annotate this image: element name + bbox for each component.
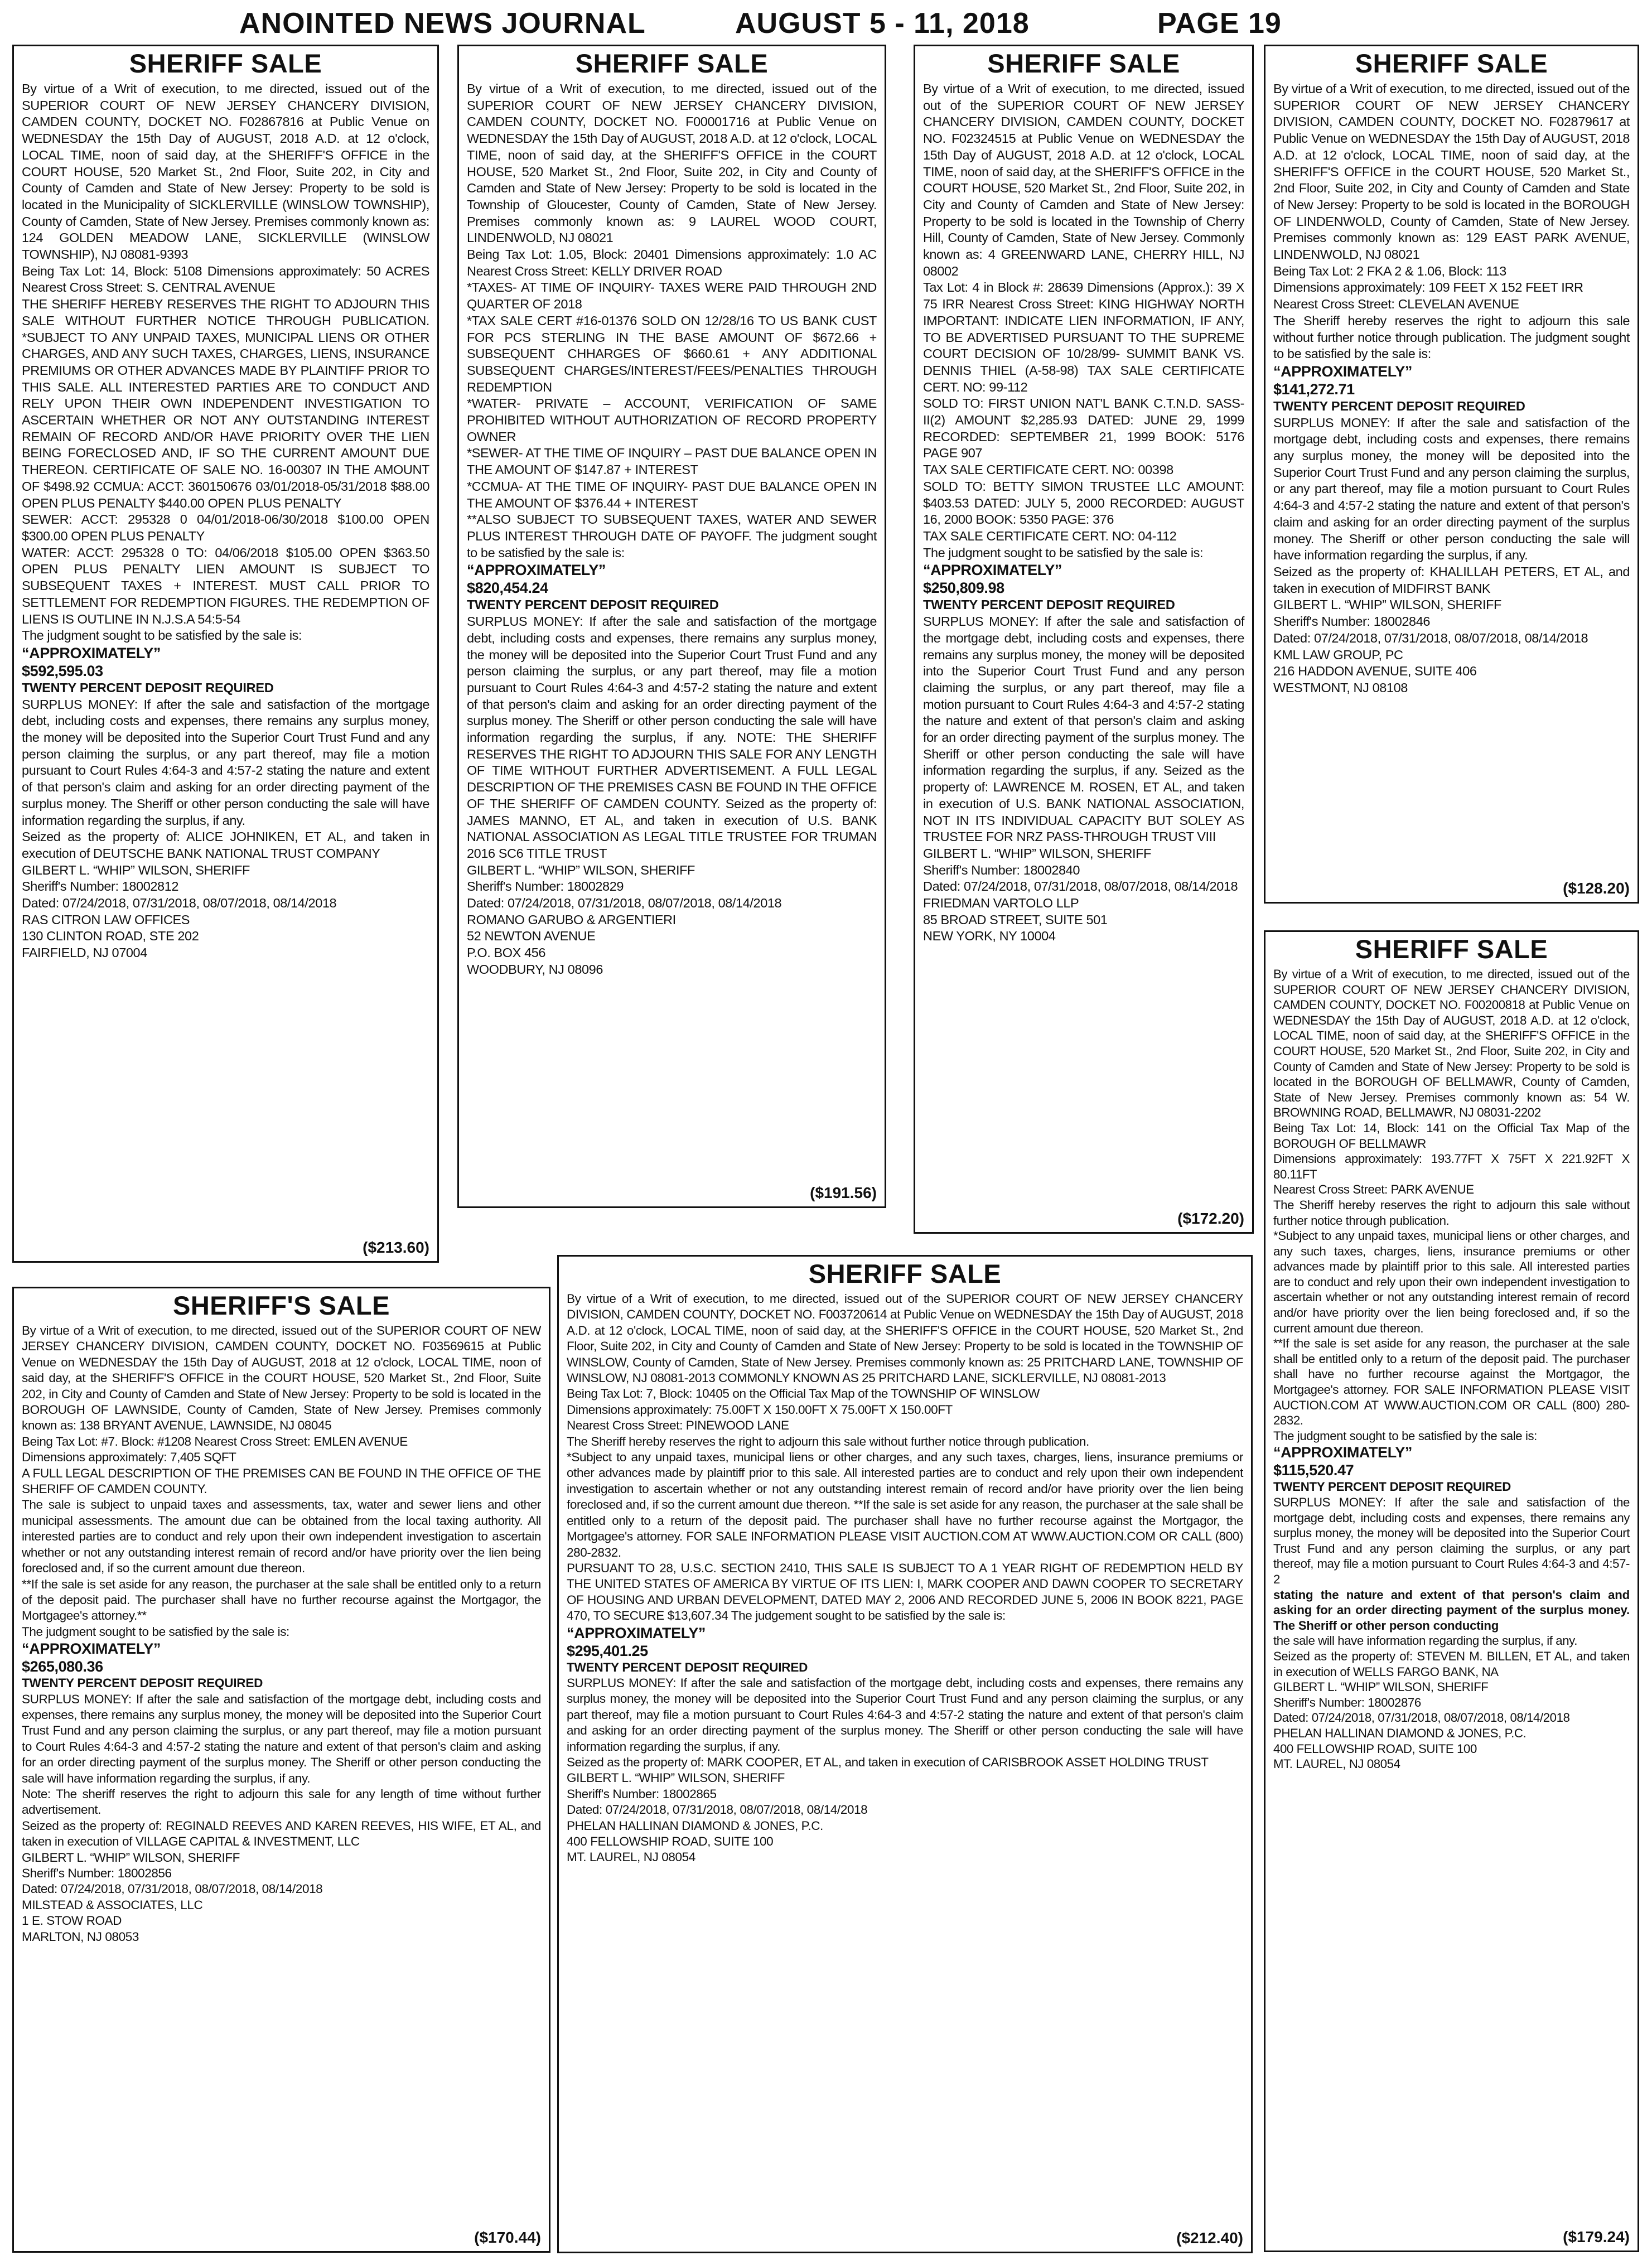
notice-paragraph: **ALSO SUBJECT TO SUBSEQUENT TAXES, WATER AND SEWER PLUS INTEREST THROUGH DATE OF PAYOFF. The judgment sought to be satisfied by the sale is: (467, 512, 877, 560)
notice-paragraph: FRIEDMAN VARTOLO LLP (923, 896, 1079, 911)
deposit-required: TWENTY PERCENT DEPOSIT REQUIRED (1273, 398, 1525, 413)
notice-paragraph: GILBERT L. “WHIP” WILSON, SHERIFF (1273, 597, 1501, 612)
judgment-amount: $820,454.24 (467, 579, 548, 597)
notice-paragraph: FAIRFIELD, NJ 07004 (22, 945, 147, 960)
notice-price: ($172.20) (1177, 1210, 1244, 1227)
notice-paragraph: By virtue of a Writ of execution, to me directed, issued out of the SUPERIOR COURT OF NEW JERSEY CHANCERY DIVISION, CAMDEN COUNTY, DOCKET NO. F00001716 at Public Venue on WEDNESDAY the 15th Day of AUGUST, 2018 A.D. at 12 o'clock, LOCAL TIME, noon of said day, at the SHERIFF'S OFFICE in the COURT HOUSE, 520 Market St., 2nd Floor, Suite 202, in City and County of Camden and State of New Jersey: Property to be sold is located in the Township of Gloucester, County of Camden, State of New Jersey. Premises commonly known as: 9 LAUREL WOOD COURT, LINDENWOLD, NJ 08021 (467, 81, 877, 245)
notice-paragraph: KML LAW GROUP, PC (1273, 647, 1403, 662)
notice-paragraph: Seized as the property of: REGINALD REEVES AND KAREN REEVES, HIS WIFE, ET AL, and taken in execution of VILLAGE CAPITAL & INVESTMENT, LLC (22, 1818, 541, 1849)
sheriff-sale-notice-1 (12, 45, 439, 1263)
notice-paragraph: SURPLUS MONEY: If after the sale and satisfaction of the mortgage debt, including costs and expenses, there remains any surplus money, the money will be deposited into the Superior Court Trust Fund and any person claiming the surplus, or any part thereof, may file a motion pursuant to Court Rules 4:64-3 and 4:57-2 stating the nature and extent of that person's claim and asking for an order directing payment of the surplus money. The Sheriff or other person conducting the sale will have information regarding the surplus, if any. (22, 697, 429, 828)
deposit-required: TWENTY PERCENT DEPOSIT REQUIRED (22, 1676, 263, 1691)
judgment-amount: $592,595.03 (22, 662, 103, 679)
notice-paragraph: Dimensions approximately: 193.77FT X 75FT X 221.92FT X 80.11FT (1273, 1152, 1630, 1181)
notice-paragraph: GILBERT L. “WHIP” WILSON, SHERIFF (1273, 1680, 1489, 1694)
notice-paragraph: Dated: 07/24/2018, 07/31/2018, 08/07/2018, 08/14/2018 (467, 896, 782, 911)
notice-paragraph: PHELAN HALLINAN DIAMOND & JONES, P.C. (1273, 1726, 1527, 1740)
notice-paragraph: Sheriff's Number: 18002840 (923, 862, 1080, 877)
notice-paragraph: Dimensions approximately: 109 FEET X 152 FEET IRR (1273, 280, 1583, 295)
notice-paragraph: Seized as the property of: ALICE JOHNIKEN, ET AL, and taken in execution of DEUTSCHE BANK NATIONAL TRUST COMPANY (22, 829, 429, 861)
notice-paragraph: By virtue of a Writ of execution, to me directed, issued out of the SUPERIOR COURT OF NEW JERSEY CHANCERY DIVISION, CAMDEN COUNTY, DOCKET NO. F003720614 at Public Venue on WEDNESDAY the 15th Day of AUGUST, 2018 A.D. at 12 o'clock, LOCAL TIME, noon of said day, at the SHERIFF'S OFFICE in the COURT HOUSE, 520 Market St., 2nd Floor, Suite 202, in City and County of Camden and State of New Jersey: Property to be sold is located in the TOWNSHIP OF WINSLOW, County of Camden, State of New Jersey. Premises commonly known as: 25 PRITCHARD LANE, TOWNSHIP OF WINSLOW, NJ 08081-2013 COMMONLY KNOWN AS 25 PRITCHARD LANE, SICKLERVILLE, NJ 08081-2013 (567, 1292, 1243, 1385)
notice-paragraph: The judgment sought to be satisfied by the sale is: (923, 545, 1204, 560)
notice-paragraph: The Sheriff hereby reserves the right to adjourn this sale without further notice through publication. The judgment sought to be satisfied by the sale is: (1273, 313, 1630, 361)
notice-paragraph: GILBERT L. “WHIP” WILSON, SHERIFF (22, 1850, 240, 1865)
notice-paragraph: Being Tax Lot: 1.05, Block: 20401 Dimensions approximately: 1.0 AC Nearest Cross Street: KELLY DRIVER ROAD (467, 247, 877, 278)
notice-paragraph: **If the sale is set aside for any reason, the purchaser at the sale shall be entitled only to a return of the deposit paid. The purchaser shall have no further recourse against the Mortgagor, the Mortgagee's attorney. FOR SALE INFORMATION PLEASE VISIT AUCTION.COM AT WWW.AUCTION.COM OR CALL (800) 280-2832. (1273, 1336, 1630, 1428)
notice-paragraph: RAS CITRON LAW OFFICES (22, 912, 190, 927)
notice-paragraph: *Subject to any unpaid taxes, municipal liens or other charges, and any such taxes, charges, liens, insurance premiums or other advances made by plaintiff prior to this sale. All interested parties are to conduct and rely upon their own independent investigation to ascertain whether or not any outstanding interest remain of record and/or have priority over the lien being foreclosed and, if so the current amount due thereon. (1273, 1229, 1630, 1335)
notice-paragraph: Dated: 07/24/2018, 07/31/2018, 08/07/2018, 08/14/2018 (923, 879, 1238, 894)
notice-paragraph: Tax Lot: 4 in Block #: 28639 Dimensions (Approx.): 39 X 75 IRR Nearest Cross Street: KING HIGHWAY NORTH IMPORTANT: INDICATE LIEN INFORMATION, IF ANY, TO BE ADVERTISED PURSUANT TO THE SUPREME COURT DECISION OF 10/28/99- SUMMIT BANK VS. DENNIS THIEL (A-58-98) TAX SALE CERTIFICATE CERT. NO: 99-112 (923, 280, 1244, 394)
notice-title: SHERIFF SALE (1355, 934, 1548, 964)
notice-paragraph: SEWER: ACCT: 295328 0 04/01/2018-06/30/2018 $100.00 OPEN $300.00 OPEN PLUS PENALTY (22, 512, 429, 543)
publication-name: ANOINTED NEWS JOURNAL (239, 7, 646, 40)
notice-paragraph: *SEWER- AT THE TIME OF INQUIRY – PAST DUE BALANCE OPEN IN THE AMOUNT OF $147.87 + INTEREST (467, 446, 877, 477)
notice-paragraph: Seized as the property of: MARK COOPER, ET AL, and taken in execution of CARISBROOK ASSET HOLDING TRUST (567, 1755, 1209, 1769)
approximately-label: “APPROXIMATELY” (923, 562, 1062, 579)
notice-paragraph: Being Tax Lot: 7, Block: 10405 on the Official Tax Map of the TOWNSHIP OF WINSLOW (567, 1387, 1040, 1401)
notice-paragraph: Seized as the property of: KHALILLAH PETERS, ET AL, and taken in execution of MIDFIRST BANK (1273, 564, 1630, 596)
sheriff-sale-notice-4 (1264, 45, 1639, 904)
notice-paragraph: THE SHERIFF HEREBY RESERVES THE RIGHT TO ADJOURN THIS SALE WITHOUT FURTHER NOTICE THROUGH PUBLICATION. *SUBJECT TO ANY UNPAID TAXES, MUNICIPAL LIENS OR OTHER CHARGES, AND ANY SUCH TAXES, CHARGES, LIENS, INSURANCE PREMIUMS OR OTHER ADVANCES MADE BY PLAINTIFF PRIOR TO THIS SALE. ALL INTERESTED PARTIES ARE TO CONDUCT AND RELY UPON THEIR OWN INDEPENDENT INVESTIGATION TO ASCERTAIN WHETHER OR NOT ANY OUTSTANDING INTEREST REMAIN OF RECORD AND/OR HAVE PRIORITY OVER THE LIEN BEING FORECLOSED AND, IF SO THE CURRENT AMOUNT DUE THEREON. CERTIFICATE OF SALE NO. 16-00307 IN THE AMOUNT OF $498.92 CCMUA: ACCT: 360150676 03/01/2018-05/31/2018 $88.00 OPEN PLUS PENALTY $440.00 OPEN PLUS PENALTY (22, 297, 429, 510)
notice-price: ($179.24) (1563, 2228, 1630, 2245)
notice-paragraph: 85 BROAD STREET, SUITE 501 (923, 912, 1108, 927)
notice-paragraph: PHELAN HALLINAN DIAMOND & JONES, P.C. (567, 1818, 823, 1833)
notice-paragraph: *Subject to any unpaid taxes, municipal liens or other charges, and any such taxes, charges, liens, insurance premiums or other advances made by plaintiff prior to this sale. All interested parties are to conduct and rely upon their own independent investigation to ascertain whether or not any outstanding interest remain of record and/or have priority over the lien being foreclosed and, if so the current amount due thereon. **If the sale is set aside for any reason, the purchaser at the sale shall be entitled only to a return of the deposit paid. The purchaser shall have no further recourse against the Mortgagor, the Mortgagee's attorney. FOR SALE INFORMATION PLEASE VISIT AUCTION.COM AT WWW.AUCTION.COM OR CALL (800) 280-2832. (567, 1450, 1243, 1559)
approximately-label: “APPROXIMATELY” (22, 644, 161, 661)
notice-paragraph: By virtue of a Writ of execution, to me directed, issued out of the SUPERIOR COURT OF NEW JERSEY CHANCERY DIVISION, CAMDEN COUNTY, DOCKET NO. F02324515 at Public Venue on WEDNESDAY the 15th Day of AUGUST, 2018 A.D. at 12 o'clock, LOCAL TIME, noon of said day, at the SHERIFF'S OFFICE in the COURT HOUSE, 520 Market St., 2nd Floor, Suite 202, in City and County of Camden and State of New Jersey: Property to be sold is located in the Township of Cherry Hill, County of Camden, State of New Jersey. Commonly known as: 4 GREENWARD LANE, CHERRY HILL, NJ 08002 (923, 81, 1244, 278)
approximately-label: “APPROXIMATELY” (467, 562, 606, 579)
notice-paragraph: *TAXES- AT TIME OF INQUIRY- TAXES WERE PAID THROUGH 2ND QUARTER OF 2018 (467, 280, 877, 312)
notice-paragraph: SURPLUS MONEY: If after the sale and satisfaction of the mortgage debt, including costs and expenses, there remains any surplus money, the money will be deposited into the Superior Court Trust Fund and any person claiming the surplus, or any part thereof, may file a motion pursuant to Court Rules 4:64-3 and 4:57-2 stating the nature and extent of that person's claim and asking for an order directing payment of the surplus money. The Sheriff or other person conducting the sale will have information regarding the surplus, if any. Seized as the property of: LAWRENCE M. ROSEN, ET AL, and taken in execution of U.S. BANK NATIONAL ASSOCIATION, NOT IN ITS INDIVIDUAL CAPACITY BUT SOLEY AS TRUSTEE FOR NRZ PASS-THROUGH TRUST VIII (923, 614, 1244, 844)
notice-paragraph: NEW YORK, NY 10004 (923, 929, 1056, 944)
notice-paragraph: PURSUANT TO 28, U.S.C. SECTION 2410, THIS SALE IS SUBJECT TO A 1 YEAR RIGHT OF REDEMPTION HELD BY THE UNITED STATES OF AMERICA BY VIRTUE OF ITS LIEN: I, MARK COOPER AND DAWN COOPER TO SECRETARY OF HOUSING AND URBAN DEVELOPMENT, DATED MAY 2, 2006 AND RECORDED JUNE 5, 2006 IN BOOK 8221, PAGE 470, TO SECURE $13,607.34 The judgement sought to be satisfied by the sale is: (567, 1561, 1243, 1623)
notice-paragraph: SURPLUS MONEY: If after the sale and satisfaction of the mortgage debt, including costs and expenses, there remains any surplus money, the money will be deposited into the Superior Court Trust Fund and any person claiming the surplus, or any part thereof, may file a motion pursuant to Court Rules 4:64-3 and 4:57-2 stating the nature and extent of that person's claim and asking for an order directing payment of the surplus money. The Sheriff or other person conducting the sale will have information regarding the surplus, if any. (567, 1675, 1243, 1754)
notice-paragraph: WESTMONT, NJ 08108 (1273, 680, 1408, 695)
notice-paragraph: MT. LAUREL, NJ 08054 (1273, 1757, 1400, 1771)
masthead (0, 7, 1652, 46)
notice-paragraph-bold: stating the nature and extent of that person's claim and asking for an order directing payment of the surplus money. The Sheriff or other person conducting (1273, 1587, 1630, 1633)
notice-paragraph: P.O. BOX 456 (467, 945, 546, 960)
issue-dates: AUGUST 5 - 11, 2018 (735, 7, 1030, 40)
sheriff-sale-notice-2 (457, 45, 886, 1208)
notice-paragraph: MT. LAUREL, NJ 08054 (567, 1850, 695, 1865)
notice-paragraph: The judgment sought to be satisfied by the sale is: (1273, 1428, 1537, 1443)
notice-paragraph: ROMANO GARUBO & ARGENTIERI (467, 912, 676, 927)
notice-paragraph: SURPLUS MONEY: If after the sale and satisfaction of the mortgage debt, including costs and expenses, there remains any surplus money, the money will be deposited into the Superior Court Trust Fund and any person claiming the surplus, or any part thereof, may file a motion pursuant to Court Rules 4:64-3 and 4:57-2 stating the nature and extent of that person's claim and asking for an order directing payment of the surplus money. The Sheriff or other person conducting the sale will have information regarding the surplus, if any. NOTE: THE SHERIFF RESERVES THE RIGHT TO ADJOURN THIS SALE FOR ANY LENGTH OF TIME WITHOUT FURTHER ADVERTISEMENT. A FULL LEGAL DESCRIPTION OF THE PREMISES CASN BE FOUND IN THE OFFICE OF THE SHERIFF OF CAMDEN COUNTY. Seized as the property of: JAMES MANNO, ET AL, and taken in execution of U.S. BANK NATIONAL ASSOCIATION AS LEGAL TITLE TRUSTEE FOR TRUMAN 2016 SC6 TITLE TRUST (467, 614, 877, 861)
notice-paragraph: **If the sale is set aside for any reason, the purchaser at the sale shall be entitled only to a return of the deposit paid. The purchaser shall have no further recourse against the Mortgagor, the Mortgagee's attorney.** (22, 1577, 541, 1623)
notice-paragraph: SURPLUS MONEY: If after the sale and satisfaction of the mortgage debt, including costs and expenses, there remains any surplus money, the money will be deposited into the Superior Court Trust Fund and any person claiming the surplus, or any part thereof, may file a motion pursuant to Court Rules 4:64-3 and 4:57-2 (1273, 1495, 1630, 1586)
notice-paragraph: SOLD TO: BETTY SIMON TRUSTEE LLC AMOUNT: $403.53 DATED: JULY 5, 2000 RECORDED: AUGUST 16, 2000 BOOK: 5350 PAGE: 376 (923, 479, 1244, 527)
notice-paragraph: *TAX SALE CERT #16-01376 SOLD ON 12/28/16 TO US BANK CUST FOR PCS STERLING IN THE BASE AMOUNT OF $672.66 + SUBSEQUENT CHHARGES OF $660.61 + ANY ADDITIONAL SUBSEQUENT CHARGES/INTEREST/FEES/PENALTIES THROUGH REDEMPTION (467, 313, 877, 394)
notice-paragraph: MARLTON, NJ 08053 (22, 1929, 139, 1944)
notice-paragraph: GILBERT L. “WHIP” WILSON, SHERIFF (467, 862, 695, 877)
notice-paragraph: Being Tax Lot: 14, Block: 141 on the Official Tax Map of the BOROUGH OF BELLMAWR (1273, 1121, 1630, 1151)
notice-paragraph: Dimensions approximately: 75.00FT X 150.00FT X 75.00FT X 150.00FT (567, 1402, 953, 1417)
notice-paragraph: Dimensions approximately: 7,405 SQFT (22, 1450, 236, 1465)
deposit-required: TWENTY PERCENT DEPOSIT REQUIRED (467, 597, 719, 612)
notice-paragraph: Nearest Cross Street: PARK AVENUE (1273, 1182, 1474, 1197)
notice-paragraph: By virtue of a Writ of execution, to me directed, issued out of the SUPERIOR COURT OF NEW JERSEY CHANCERY DIVISION, CAMDEN COUNTY, DOCKET NO. F00200818 at Public Venue on WEDNESDAY the 15th Day of AUGUST, 2018 A.D. at 12 o'clock, LOCAL TIME, noon of said day, at the SHERIFF'S OFFICE in the COURT HOUSE, 520 Market St., 2nd Floor, Suite 202, in City and County of Camden and State of New Jersey: Property to be sold is located in the BOROUGH OF BELLMAWR, County of Camden, State of New Jersey. Premises commonly known as: 54 W. BROWNING ROAD, BELLMAWR, NJ 08031-2202 (1273, 967, 1630, 1120)
notice-paragraph: *CCMUA- AT THE TIME OF INQUIRY- PAST DUE BALANCE OPEN IN THE AMOUNT OF $376.44 + INTEREST (467, 479, 877, 510)
notice-paragraph: Seized as the property of: STEVEN M. BILLEN, ET AL, and taken in execution of WELLS FARGO BANK, NA (1273, 1649, 1630, 1679)
notice-paragraph: SURPLUS MONEY: If after the sale and satisfaction of the mortgage debt, including costs and expenses, there remains any surplus money, the money will be deposited into the Superior Court Trust Fund and any person claiming the surplus, or any part thereof, may file a motion pursuant to Court Rules 4:64-3 and 4:57-2 stating the nature and extent of that person's claim and asking for an order directing payment of the surplus money. The Sheriff or other person conducting the sale will have information regarding the surplus, if any. (22, 1692, 541, 1785)
notice-paragraph: Sheriff's Number: 18002846 (1273, 614, 1431, 629)
notice-price: ($213.60) (363, 1239, 429, 1256)
judgment-amount: $115,520.47 (1273, 1462, 1354, 1479)
judgment-amount: $250,809.98 (923, 579, 1004, 597)
notice-paragraph: 400 FELLOWSHIP ROAD, SUITE 100 (567, 1834, 774, 1848)
notice-paragraph: By virtue of a Writ of execution, to me directed, issued out of the SUPERIOR COURT OF NEW JERSEY CHANCERY DIVISION, CAMDEN COUNTY, DOCKET NO. F02879617 at Public Venue on WEDNESDAY the 15th Day of AUGUST, 2018 A.D. at 12 o'clock, LOCAL TIME, noon of said day, at the SHERIFF'S OFFICE in the COURT HOUSE, 520 Market St., 2nd Floor, Suite 202, in City and County of Camden and State of New Jersey: Property to be sold is located in the BOROUGH OF LINDENWOLD, County of Camden, State of New Jersey. Premises commonly known as: 129 EAST PARK AVENUE, LINDENWOLD, NJ 08021 (1273, 81, 1630, 262)
notice-paragraph: 216 HADDON AVENUE, SUITE 406 (1273, 664, 1477, 679)
notice-paragraph: Being Tax Lot: #7. Block: #1208 Nearest Cross Street: EMLEN AVENUE (22, 1434, 408, 1448)
notice-paragraph: GILBERT L. “WHIP” WILSON, SHERIFF (22, 862, 250, 877)
notice-paragraph: By virtue of a Writ of execution, to me directed, issued out of the SUPERIOR COURT OF NEW JERSEY CHANCERY DIVISION, CAMDEN COUNTY, DOCKET NO. F03569615 at Public Venue on WEDNESDAY the 15th Day of AUGUST, 2018 at 12 o'clock, LOCAL TIME, noon of said day, at the SHERIFF'S OFFICE in the COURT HOUSE, 520 Market St., 2nd Floor, Suite 202, in City and County of Camden and State of New Jersey: Property to be sold is located in the BOROUGH OF LAWNSIDE, County of Camden, State of New Jersey. Premises commonly known as: 138 BRYANT AVENUE, LAWNSIDE, NJ 08045 (22, 1324, 541, 1433)
notice-price: ($212.40) (1176, 2229, 1243, 2247)
notice-title: SHERIFF SALE (987, 49, 1180, 78)
notice-paragraph: Sheriff's Number: 18002812 (22, 879, 179, 894)
deposit-required: TWENTY PERCENT DEPOSIT REQUIRED (1273, 1480, 1511, 1494)
notice-paragraph: 130 CLINTON ROAD, STE 202 (22, 929, 199, 944)
notice-title: SHERIFF SALE (129, 49, 322, 78)
notice-paragraph: GILBERT L. “WHIP” WILSON, SHERIFF (567, 1771, 785, 1785)
sheriff-sale-notice-7 (557, 1255, 1253, 2253)
notice-paragraph: Dated: 07/24/2018, 07/31/2018, 08/07/2018, 08/14/2018 (22, 896, 337, 911)
notice-paragraph: Dated: 07/24/2018, 07/31/2018, 08/07/2018, 08/14/2018 (1273, 630, 1588, 645)
deposit-required: TWENTY PERCENT DEPOSIT REQUIRED (22, 680, 274, 695)
notice-paragraph: Being Tax Lot: 2 FKA 2 & 1.06, Block: 113 (1273, 263, 1506, 278)
sheriff-sale-notice-5 (1264, 930, 1639, 2252)
sheriff-sale-notice-3 (914, 45, 1254, 1234)
notice-paragraph: TAX SALE CERTIFICATE CERT. NO: 04-112 (923, 528, 1177, 543)
notice-paragraph: The judgment sought to be satisfied by the sale is: (22, 628, 302, 643)
deposit-required: TWENTY PERCENT DEPOSIT REQUIRED (567, 1660, 808, 1674)
notice-paragraph: Sheriff's Number: 18002865 (567, 1786, 717, 1801)
notice-paragraph: 52 NEWTON AVENUE (467, 929, 596, 944)
notice-paragraph: 1 E. STOW ROAD (22, 1914, 122, 1928)
notice-paragraph: GILBERT L. “WHIP” WILSON, SHERIFF (923, 846, 1151, 861)
notice-paragraph: Nearest Cross Street: CLEVELAN AVENUE (1273, 297, 1519, 312)
notice-paragraph: MILSTEAD & ASSOCIATES, LLC (22, 1897, 203, 1912)
sheriffs-sale-notice-6 (12, 1287, 550, 2253)
approximately-label: “APPROXIMATELY” (22, 1640, 161, 1658)
judgment-amount: $141,272.71 (1273, 380, 1355, 398)
notice-paragraph: The Sheriff hereby reserves the right to adjourn this sale without further notice through publication. (1273, 1197, 1630, 1228)
judgment-amount: $265,080.36 (22, 1658, 103, 1675)
notice-paragraph: Note: The sheriff reserves the right to adjourn this sale for any length of time without further advertisement. (22, 1786, 541, 1817)
notice-title: SHERIFF'S SALE (173, 1291, 390, 1320)
notice-paragraph: Dated: 07/24/2018, 07/31/2018, 08/07/2018, 08/14/2018 (22, 1882, 323, 1896)
deposit-required: TWENTY PERCENT DEPOSIT REQUIRED (923, 597, 1175, 612)
notice-paragraph: TAX SALE CERTIFICATE CERT. NO: 00398 (923, 462, 1173, 477)
notice-paragraph: A FULL LEGAL DESCRIPTION OF THE PREMISES CAN BE FOUND IN THE OFFICE OF THE SHERIFF OF CAMDEN COUNTY. (22, 1466, 541, 1496)
notice-paragraph: Sheriff's Number: 18002876 (1273, 1695, 1421, 1709)
notice-paragraph: *WATER- PRIVATE – ACCOUNT, VERIFICATION OF SAME PROHIBITED WITHOUT AUTHORIZATION OF RECORD PROPERTY OWNER (467, 396, 877, 444)
approximately-label: “APPROXIMATELY” (1273, 1444, 1413, 1461)
notice-paragraph: Sheriff's Number: 18002829 (467, 879, 624, 894)
notice-paragraph: WOODBURY, NJ 08096 (467, 962, 603, 977)
approximately-label: “APPROXIMATELY” (567, 1624, 706, 1641)
notice-paragraph: WATER: ACCT: 295328 0 TO: 04/06/2018 $105.00 OPEN $363.50 OPEN PLUS PENALTY LIEN AMOUNT IS SUBJECT TO SUBSEQUENT TAXES + INTEREST. MUST CALL PRIOR TO SETTLEMENT FOR REDEMPTION FIGURES. THE REDEMPTION OF LIENS IS OUTLINE IN N.J.S.A 54:5-54 (22, 545, 429, 626)
notice-paragraph: The sale is subject to unpaid taxes and assessments, tax, water and sewer liens and other municipal assessments. The amount due can be obtained from the local taxing authority. All interested parties are to conduct and rely upon their own independent investigation to ascertain whether or not any outstanding interest remain of record and/or have priority over the lien being foreclosed and, if so the current amount due thereon. (22, 1498, 541, 1576)
approximately-label: “APPROXIMATELY” (1273, 363, 1413, 380)
notice-paragraph: 400 FELLOWSHIP ROAD, SUITE 100 (1273, 1741, 1477, 1756)
notice-title: SHERIFF SALE (1355, 49, 1548, 78)
page-number: PAGE 19 (1157, 7, 1282, 40)
notice-paragraph: SURPLUS MONEY: If after the sale and satisfaction of the mortgage debt, including costs and expenses, there remains any surplus money, the money will be deposited into the Superior Court Trust Fund and any person claiming the surplus, or any part thereof, may file a motion pursuant to Court Rules 4:64-3 and 4:57-2 stating the nature and extent of that person's claim and asking for an order directing payment of the surplus money. The Sheriff or other person conducting the sale will have information regarding the surplus, if any. (1273, 415, 1630, 563)
notice-paragraph: The Sheriff hereby reserves the right to adjourn this sale without further notice through publication. (567, 1434, 1089, 1448)
notice-title: SHERIFF SALE (808, 1259, 1002, 1288)
notice-price: ($128.20) (1563, 880, 1630, 897)
notice-paragraph: Nearest Cross Street: PINEWOOD LANE (567, 1418, 789, 1433)
notice-paragraph: Sheriff's Number: 18002856 (22, 1866, 172, 1880)
notice-paragraph: SOLD TO: FIRST UNION NAT'L BANK C.T.N.D. SASS-II(2) AMOUNT $2,285.93 DATED: JUNE 29, 1999 RECORDED: SEPTEMBER 21, 1999 BOOK: 5176 PAGE 907 (923, 396, 1244, 461)
notice-paragraph: Dated: 07/24/2018, 07/31/2018, 08/07/2018, 08/14/2018 (567, 1803, 868, 1817)
judgment-amount: $295,401.25 (567, 1642, 648, 1659)
notice-paragraph: The judgment sought to be satisfied by the sale is: (22, 1624, 289, 1639)
notice-paragraph: Dated: 07/24/2018, 07/31/2018, 08/07/2018, 08/14/2018 (1273, 1711, 1570, 1725)
notice-paragraph: Being Tax Lot: 14, Block: 5108 Dimensions approximately: 50 ACRES Nearest Cross Street: S. CENTRAL AVENUE (22, 263, 429, 295)
notice-title: SHERIFF SALE (575, 49, 769, 78)
notice-paragraph: By virtue of a Writ of execution, to me directed, issued out of the SUPERIOR COURT OF NEW JERSEY CHANCERY DIVISION, CAMDEN COUNTY, DOCKET NO. F02867816 at Public Venue on WEDNESDAY the 15th Day of AUGUST, 2018 A.D. at 12 o'clock, LOCAL TIME, noon of said day, at the SHERIFF'S OFFICE in the COURT HOUSE, 520 Market St., 2nd Floor, Suite 202, in City and County of Camden and State of New Jersey: Property to be sold is located in the Municipality of SICKLERVILLE (WINSLOW TOWNSHIP), County of Camden, State of New Jersey. Premises commonly known as: 124 GOLDEN MEADOW LANE, SICKLERVILLE (WINSLOW TOWNSHIP), NJ 08081-9393 (22, 81, 429, 262)
notice-price: ($191.56) (810, 1184, 877, 1201)
notice-price: ($170.44) (474, 2229, 541, 2246)
notice-paragraph: the sale will have information regarding the surplus, if any. (1273, 1634, 1577, 1648)
